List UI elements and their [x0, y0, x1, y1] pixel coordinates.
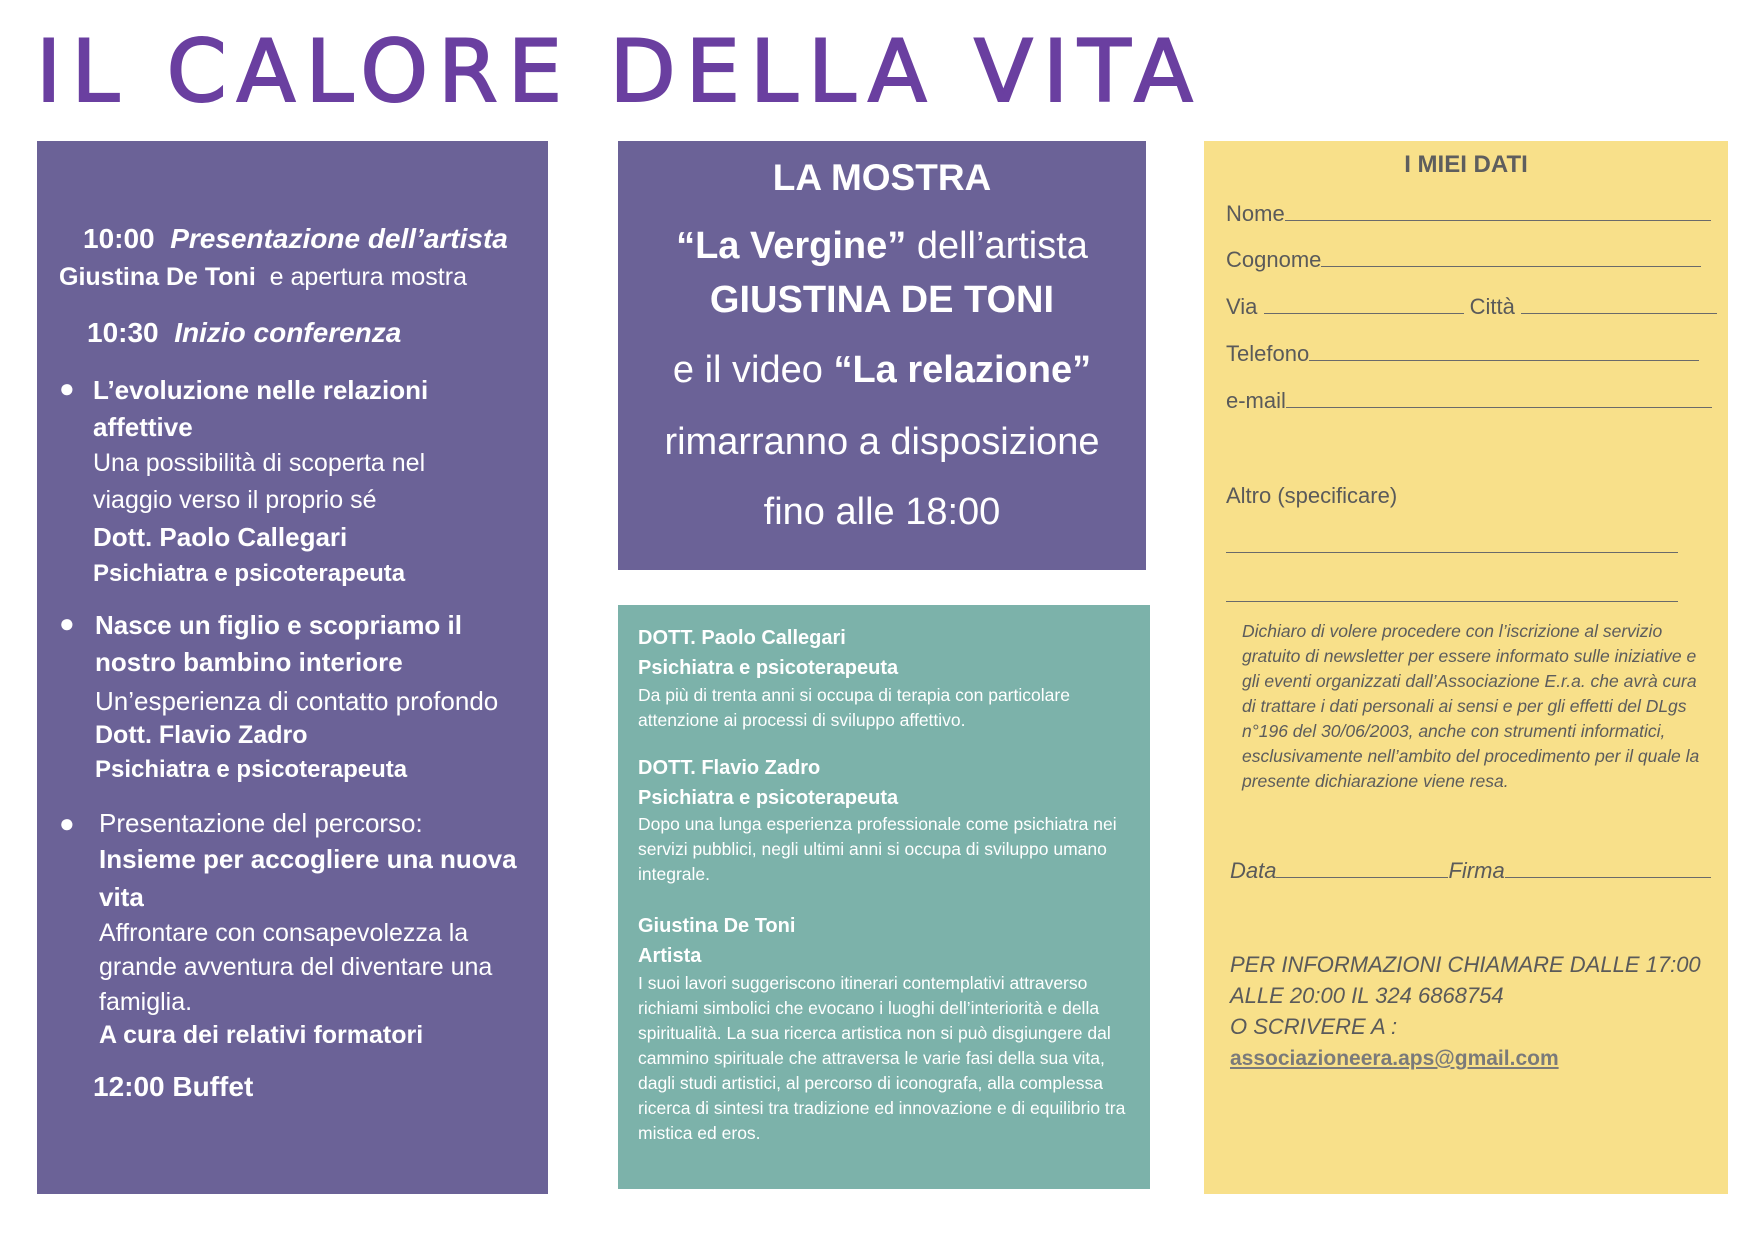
exhibit-panel	[618, 141, 1146, 570]
exhibit-by: dell’artista	[916, 225, 1088, 267]
field-cognome-line[interactable]	[1321, 247, 1701, 267]
talk-2-desc-line1: Un’esperienza di contatto profondo	[95, 686, 499, 716]
exhibit-work-line	[618, 225, 1146, 268]
field-data-line[interactable]	[1276, 858, 1448, 878]
schedule-2-title: Inizio conferenza	[174, 317, 402, 348]
talk-3-desc-line1: Affrontare con consapevolezza la	[99, 919, 469, 947]
program-panel	[37, 141, 548, 1194]
bullet-icon: ●	[59, 608, 75, 638]
talk-1-title-line1: L’evoluzione nelle relazioni	[93, 375, 429, 405]
talk-1-speaker: Dott. Paolo Callegari	[93, 522, 348, 552]
talk-2-title-line1: Nasce un figlio e scopriamo il	[95, 610, 462, 640]
registration-form	[1204, 141, 1728, 1194]
exhibit-work: “La Vergine”	[676, 225, 907, 267]
field-cognome-label: Cognome	[1226, 247, 1322, 272]
schedule-1-detail	[59, 263, 467, 292]
field-data-label: Data	[1230, 858, 1277, 883]
bios-panel	[618, 605, 1150, 1189]
field-altro-line2[interactable]	[1226, 600, 1678, 602]
field-telefono-line[interactable]	[1309, 341, 1699, 361]
talk-3-intro: Presentazione del percorso:	[99, 808, 423, 838]
talk-3-desc-line3: famiglia.	[99, 988, 193, 1016]
form-title: I MIEI DATI	[1404, 151, 1528, 178]
exhibit-heading: LA MOSTRA	[772, 157, 992, 198]
field-nome-line[interactable]	[1285, 201, 1711, 221]
exhibit-line6: fino alle 18:00	[763, 491, 1001, 533]
field-nome-label: Nome	[1226, 201, 1285, 226]
schedule-2	[87, 317, 401, 349]
field-telefono-label: Telefono	[1226, 341, 1310, 366]
talk-3-title-line1: Insieme per accogliere una nuova	[99, 844, 517, 874]
field-nome[interactable]	[1226, 201, 1711, 227]
field-altro-line1[interactable]	[1226, 551, 1678, 553]
field-email-line[interactable]	[1286, 388, 1712, 408]
field-cognome[interactable]	[1226, 247, 1701, 273]
talk-1-desc-line2: viaggio verso il proprio sé	[93, 486, 377, 514]
talk-3-title-line2: vita	[99, 882, 144, 912]
contact-info-line1: PER INFORMAZIONI CHIAMARE DALLE 17:00	[1230, 952, 1701, 977]
contact-info-line3: O SCRIVERE A :	[1230, 1014, 1398, 1039]
talk-2-role: Psichiatra e psicoterapeuta	[95, 756, 408, 783]
field-altro-label: Altro (specificare)	[1226, 483, 1398, 508]
schedule-end: 12:00 Buffet	[93, 1071, 254, 1102]
talk-3-speaker: A cura dei relativi formatori	[99, 1021, 424, 1049]
field-firma-line[interactable]	[1505, 858, 1711, 878]
schedule-1-artist: Giustina De Toni	[59, 263, 256, 291]
talk-3-desc-line2: grande avventura del diventare una	[99, 953, 493, 981]
bio-3-name: Giustina De Toni	[638, 915, 796, 937]
field-firma-label: Firma	[1448, 858, 1505, 883]
field-via-citta[interactable]	[1226, 294, 1717, 320]
bullet-icon: ●	[59, 808, 75, 838]
bio-2-text: Dopo una lunga esperienza professionale come psichiatra nei servizi pubblici, negli ultimi anni si occupa di sviluppo umano integrale.	[638, 814, 1117, 884]
contact-info	[1230, 949, 1720, 1074]
schedule-1-title: Presentazione dell’artista	[170, 223, 508, 254]
schedule-1-time: 10:00	[83, 223, 155, 254]
schedule-2-time: 10:30	[87, 317, 159, 348]
schedule-1-rest: e apertura mostra	[269, 263, 467, 291]
talk-2-speaker: Dott. Flavio Zadro	[95, 721, 308, 749]
contact-email-link[interactable]: associazioneera.aps@gmail.com	[1230, 1047, 1559, 1070]
field-citta-label: Città	[1469, 294, 1515, 319]
talk-1-desc-line1: Una possibilità di scoperta nel	[93, 449, 426, 477]
bio-2-name: DOTT. Flavio Zadro	[638, 757, 821, 779]
exhibit-artist: GIUSTINA DE TONI	[709, 279, 1055, 321]
talk-2-title-line2: nostro bambino interiore	[95, 647, 403, 677]
bio-1-text: Da più di trenta anni si occupa di terapia con particolare attenzione ai processi di sviluppo affettivo.	[638, 685, 1070, 730]
field-via-line[interactable]	[1264, 294, 1464, 314]
bullet-icon: ●	[59, 373, 75, 403]
exhibit-line5: rimarranno a disposizione	[664, 421, 1100, 463]
field-citta-line[interactable]	[1521, 294, 1717, 314]
field-via-label: Via	[1226, 294, 1258, 319]
bio-3-role: Artista	[638, 945, 702, 967]
field-data-firma[interactable]	[1230, 858, 1711, 884]
exhibit-video: “La relazione”	[833, 349, 1092, 391]
bio-3-text: I suoi lavori suggeriscono itinerari contemplativi attraverso richiami simbolici che evocano i luoghi dell’interiorità e della spiritualità. La sua ricerca artistica non si può disgiungere dal cammino spirituale che attraversa le varie fasi della sua vita, dagli studi artistici, al percorso di iconografa, alla complessa ricerca di sintesi tra tradizione ed innovazione e di equilibrio tra mistica ed eros.	[638, 973, 1126, 1143]
bio-1-name: DOTT. Paolo Callegari	[638, 627, 846, 649]
talk-1-role: Psichiatra e psicoterapeuta	[93, 560, 406, 587]
exhibit-video-pre: e il video	[672, 349, 823, 391]
field-email-label: e-mail	[1226, 388, 1286, 413]
bio-2-role: Psichiatra e psicoterapeuta	[638, 787, 899, 809]
field-email[interactable]	[1226, 388, 1712, 414]
schedule-1	[83, 223, 508, 255]
page-title: IL CALORE DELLA VITA	[36, 22, 1203, 122]
bio-1-role: Psichiatra e psicoterapeuta	[638, 657, 899, 679]
talk-1-title-line2: affettive	[93, 412, 193, 442]
contact-info-line2: ALLE 20:00 IL 324 6868754	[1230, 983, 1504, 1008]
privacy-disclaimer: Dichiaro di volere procedere con l’iscrizione al servizio gratuito di newsletter per essere informato sulle iniziative e gli eventi organizzati dall’Associazione E.r.a. che avrà cura di trattare i dati personali ai sensi e per gli effetti del DLgs n°196 del 30/06/2003, anche con strumenti informatici, esclusivamente nell’ambito del procedimento per il quale la presente dichiarazione viene resa.	[1242, 621, 1700, 791]
exhibit-video-line	[618, 349, 1146, 392]
field-telefono[interactable]	[1226, 341, 1699, 367]
